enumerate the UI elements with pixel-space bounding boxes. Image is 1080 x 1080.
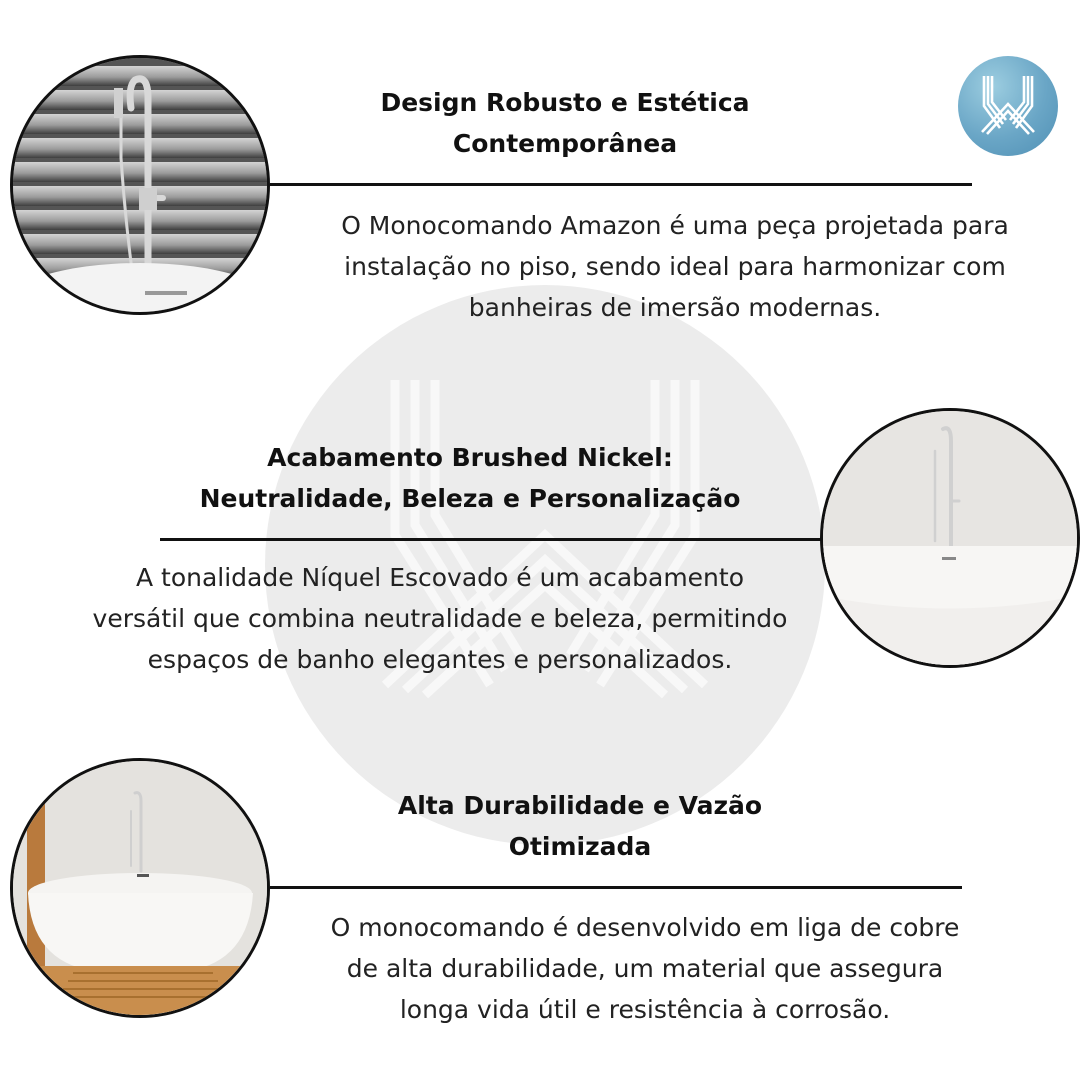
section-1-heading-line-1: Design Robusto e Estética <box>380 88 750 117</box>
section-2-body-line-2: versátil que combina neutralidade e beleza, permitindo <box>92 604 788 633</box>
section-2-heading-line-2: Neutralidade, Beleza e Personalização <box>199 484 741 513</box>
brand-logo <box>958 56 1058 156</box>
section-1-divider <box>270 183 972 186</box>
section-1-body <box>270 205 1080 328</box>
section-3-body-line-1: O monocomando é desenvolvido em liga de cobre <box>330 913 960 942</box>
brand-logo-icon <box>958 56 1058 156</box>
section-3-heading-line-1: Alta Durabilidade e Vazão <box>397 791 763 820</box>
section-1-body-line-1: O Monocomando Amazon é uma peça projetada para <box>341 211 1009 240</box>
section-2-body-line-3: espaços de banho elegantes e personalizados. <box>147 645 733 674</box>
section-1-body-line-3: banheiras de imersão modernas. <box>468 293 882 322</box>
section-2-heading-line-1: Acabamento Brushed Nickel: <box>267 443 673 472</box>
faucet-photo-2 <box>820 408 1080 668</box>
faucet-photo-3 <box>10 758 270 1018</box>
section-3-heading-line-2: Otimizada <box>508 832 652 861</box>
section-3-divider <box>270 886 962 889</box>
section-3-body <box>255 907 1035 1030</box>
section-2-divider <box>160 538 824 541</box>
section-3-body-line-3: longa vida útil e resistência à corrosão. <box>399 995 891 1024</box>
faucet-grille-image <box>13 58 267 312</box>
section-2-heading <box>160 437 780 519</box>
section-3-body-line-2: de alta durabilidade, um material que assegura <box>346 954 944 983</box>
faucet-white-tub-image <box>823 411 1077 665</box>
freestanding-tub-image <box>13 761 267 1015</box>
section-3-heading <box>270 785 890 867</box>
section-1-heading-line-2: Contemporânea <box>452 129 678 158</box>
section-2-body <box>30 557 850 680</box>
faucet-photo-1 <box>10 55 270 315</box>
section-2-body-line-1: A tonalidade Níquel Escovado é um acabamento <box>135 563 745 592</box>
section-1-heading <box>270 82 860 164</box>
section-1-body-line-2: instalação no piso, sendo ideal para harmonizar com <box>344 252 1006 281</box>
